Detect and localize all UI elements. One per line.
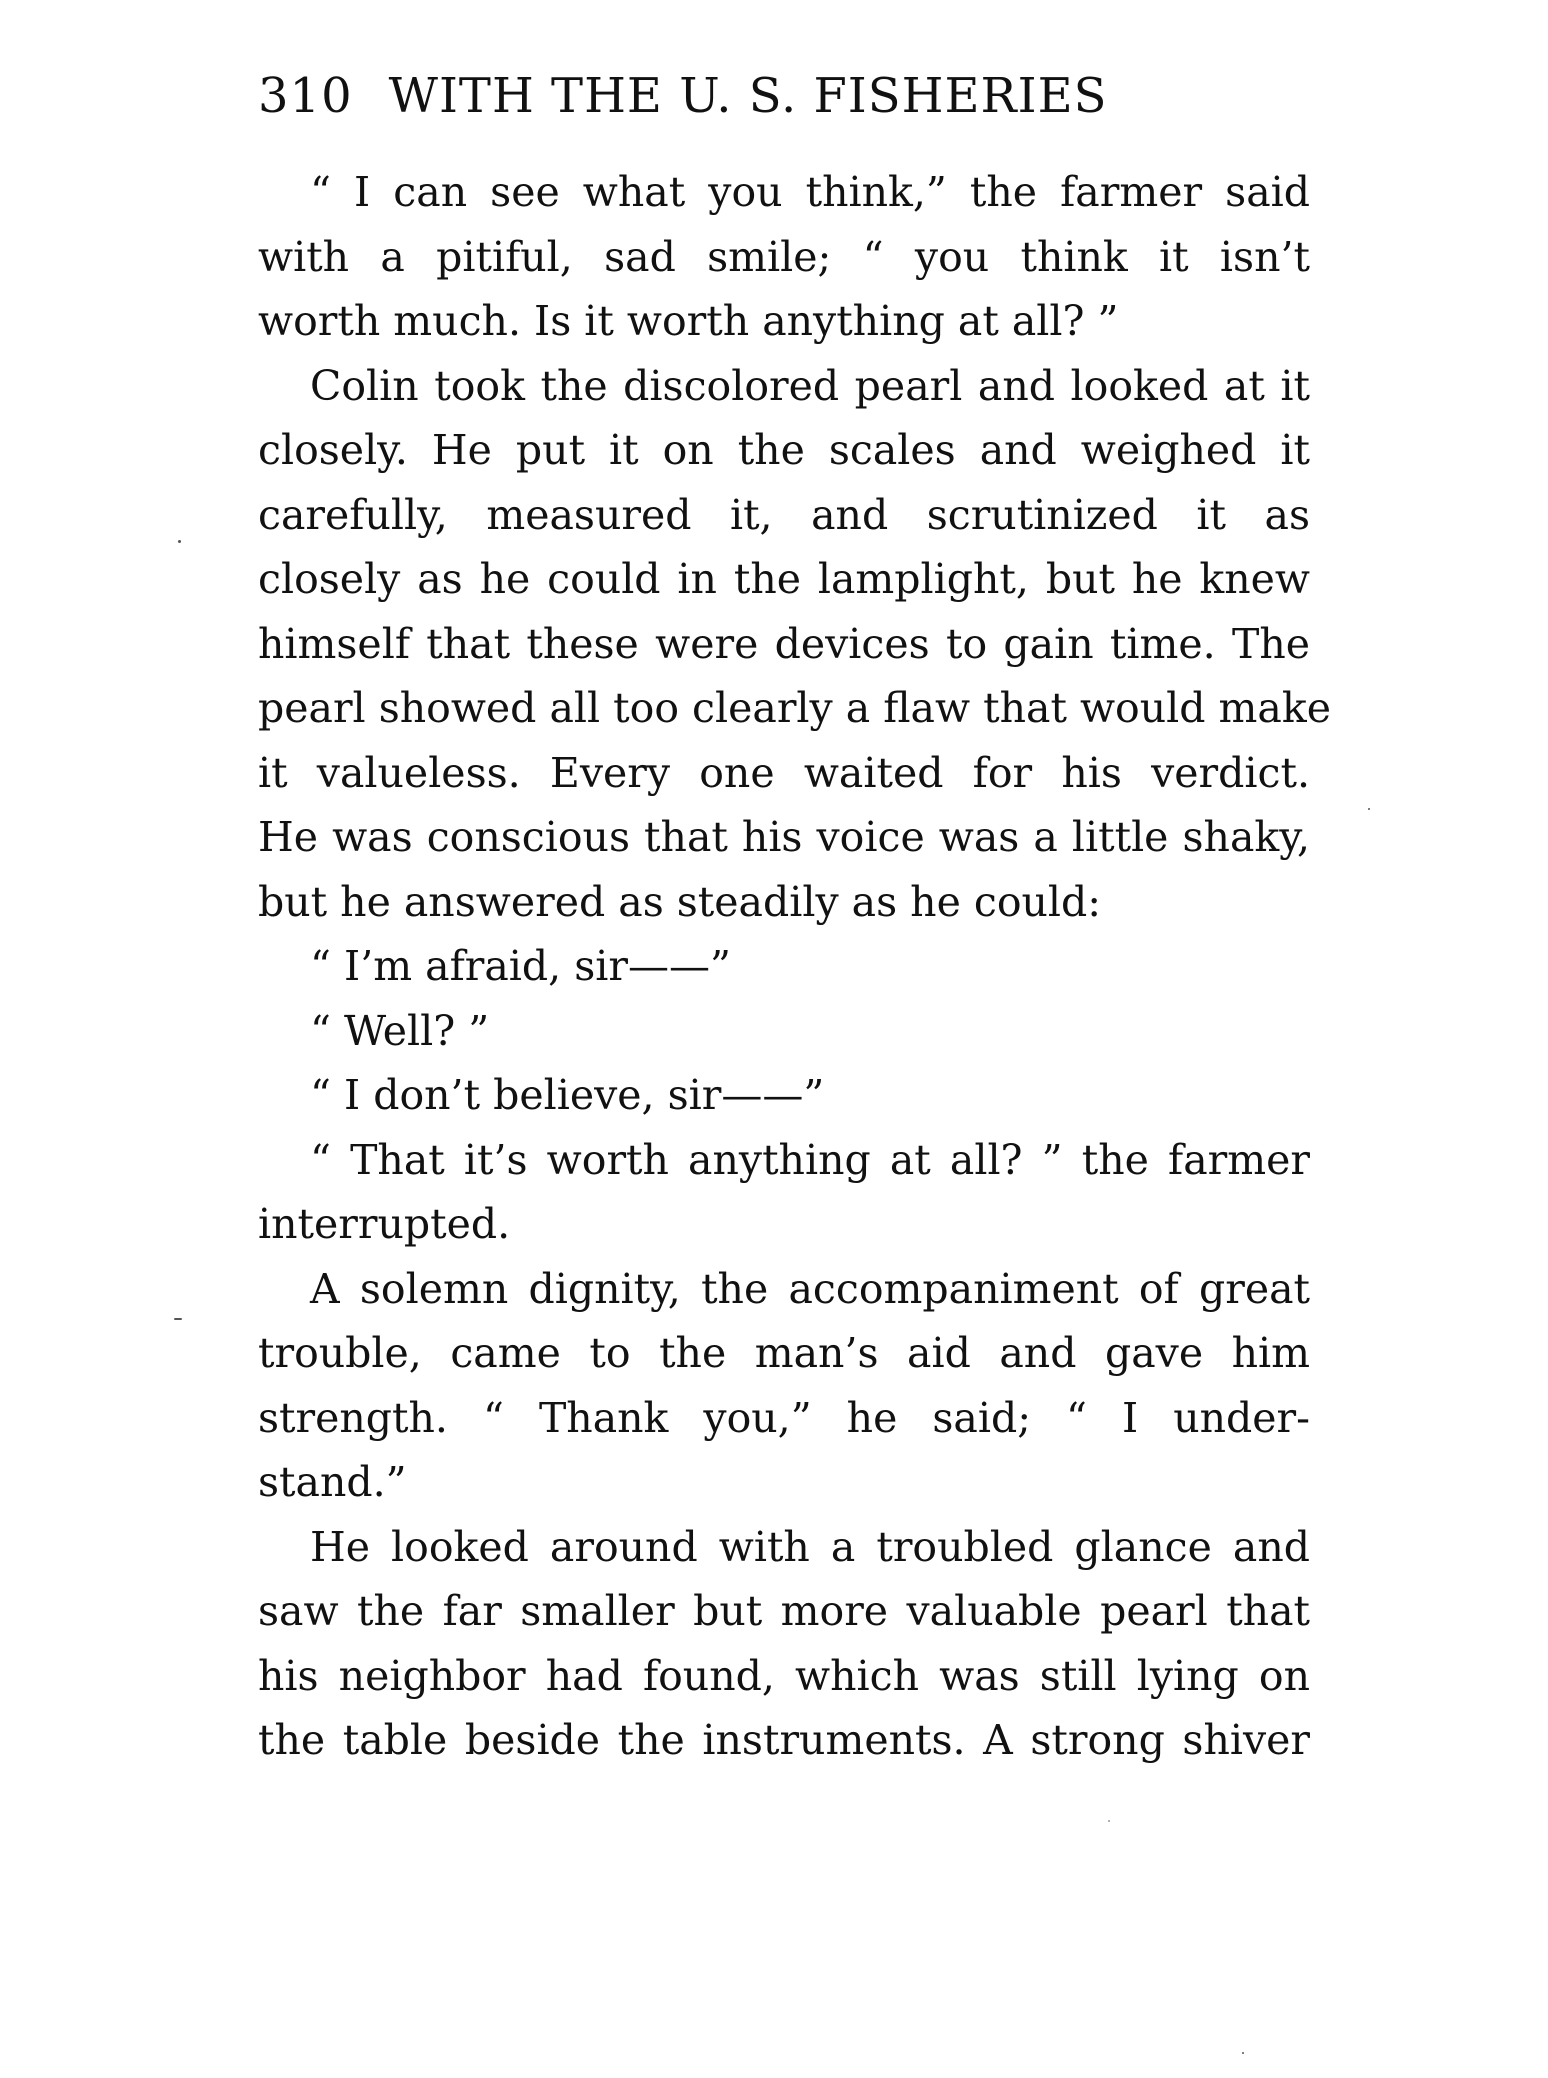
text-line: strength. “ Thank you,” he said; “ I under- — [258, 1393, 1310, 1442]
text-line: closely as he could in the lamplight, but he knew — [258, 555, 1310, 603]
scan-speck — [1368, 808, 1370, 810]
text-line: but he answered as steadily as he could: — [258, 877, 1102, 926]
scan-speck — [174, 1318, 182, 1320]
text-line: He looked around with a troubled glance and — [310, 1522, 1310, 1571]
text-line: stand.” — [258, 1458, 407, 1506]
text-line: carefully, measured it, and scrutinized it as — [258, 490, 1310, 539]
text-line: trouble, came to the man’s aid and gave him — [258, 1329, 1310, 1377]
text-line: closely. He put it on the scales and weighed it — [258, 426, 1310, 474]
text-line: interrupted. — [258, 1200, 511, 1248]
running-header — [258, 68, 1258, 138]
text-line: saw the far smaller but more valuable pearl that — [258, 1587, 1310, 1635]
text-line: “ I don’t believe, sir——” — [310, 1071, 825, 1119]
text-line: with a pitiful, sad smile; “ you think it isn’t — [258, 232, 1310, 281]
text-line: A solemn dignity, the accompaniment of great — [310, 1264, 1310, 1313]
page-number: 310 — [258, 68, 353, 124]
text-line: worth much. Is it worth anything at all? ” — [258, 297, 1119, 345]
scan-speck — [178, 540, 181, 543]
text-line: his neighbor had found, which was still lying on — [258, 1651, 1310, 1700]
scan-speck — [1242, 2052, 1244, 2054]
text-line: “ I can see what you think,” the farmer said — [310, 168, 1310, 216]
text-line: “ That it’s worth anything at all? ” the farmer — [310, 1135, 1310, 1184]
text-line: “ I’m afraid, sir——” — [310, 942, 731, 990]
text-line: He was conscious that his voice was a little shaky, — [258, 813, 1310, 861]
text-line: “ Well? ” — [310, 1006, 490, 1055]
text-line: himself that these were devices to gain time. The — [258, 619, 1310, 668]
scan-speck — [1108, 1820, 1110, 1822]
text-line: pearl showed all too clearly a flaw that would make — [258, 684, 1331, 732]
body-text — [258, 160, 1331, 1773]
text-line: the table beside the instruments. A strong shiver — [258, 1716, 1310, 1764]
running-title: WITH THE U. S. FISHERIES — [388, 68, 1108, 124]
text-line: Colin took the discolored pearl and looked at it — [310, 361, 1310, 410]
text-line: it valueless. Every one waited for his verdict. — [258, 748, 1310, 797]
